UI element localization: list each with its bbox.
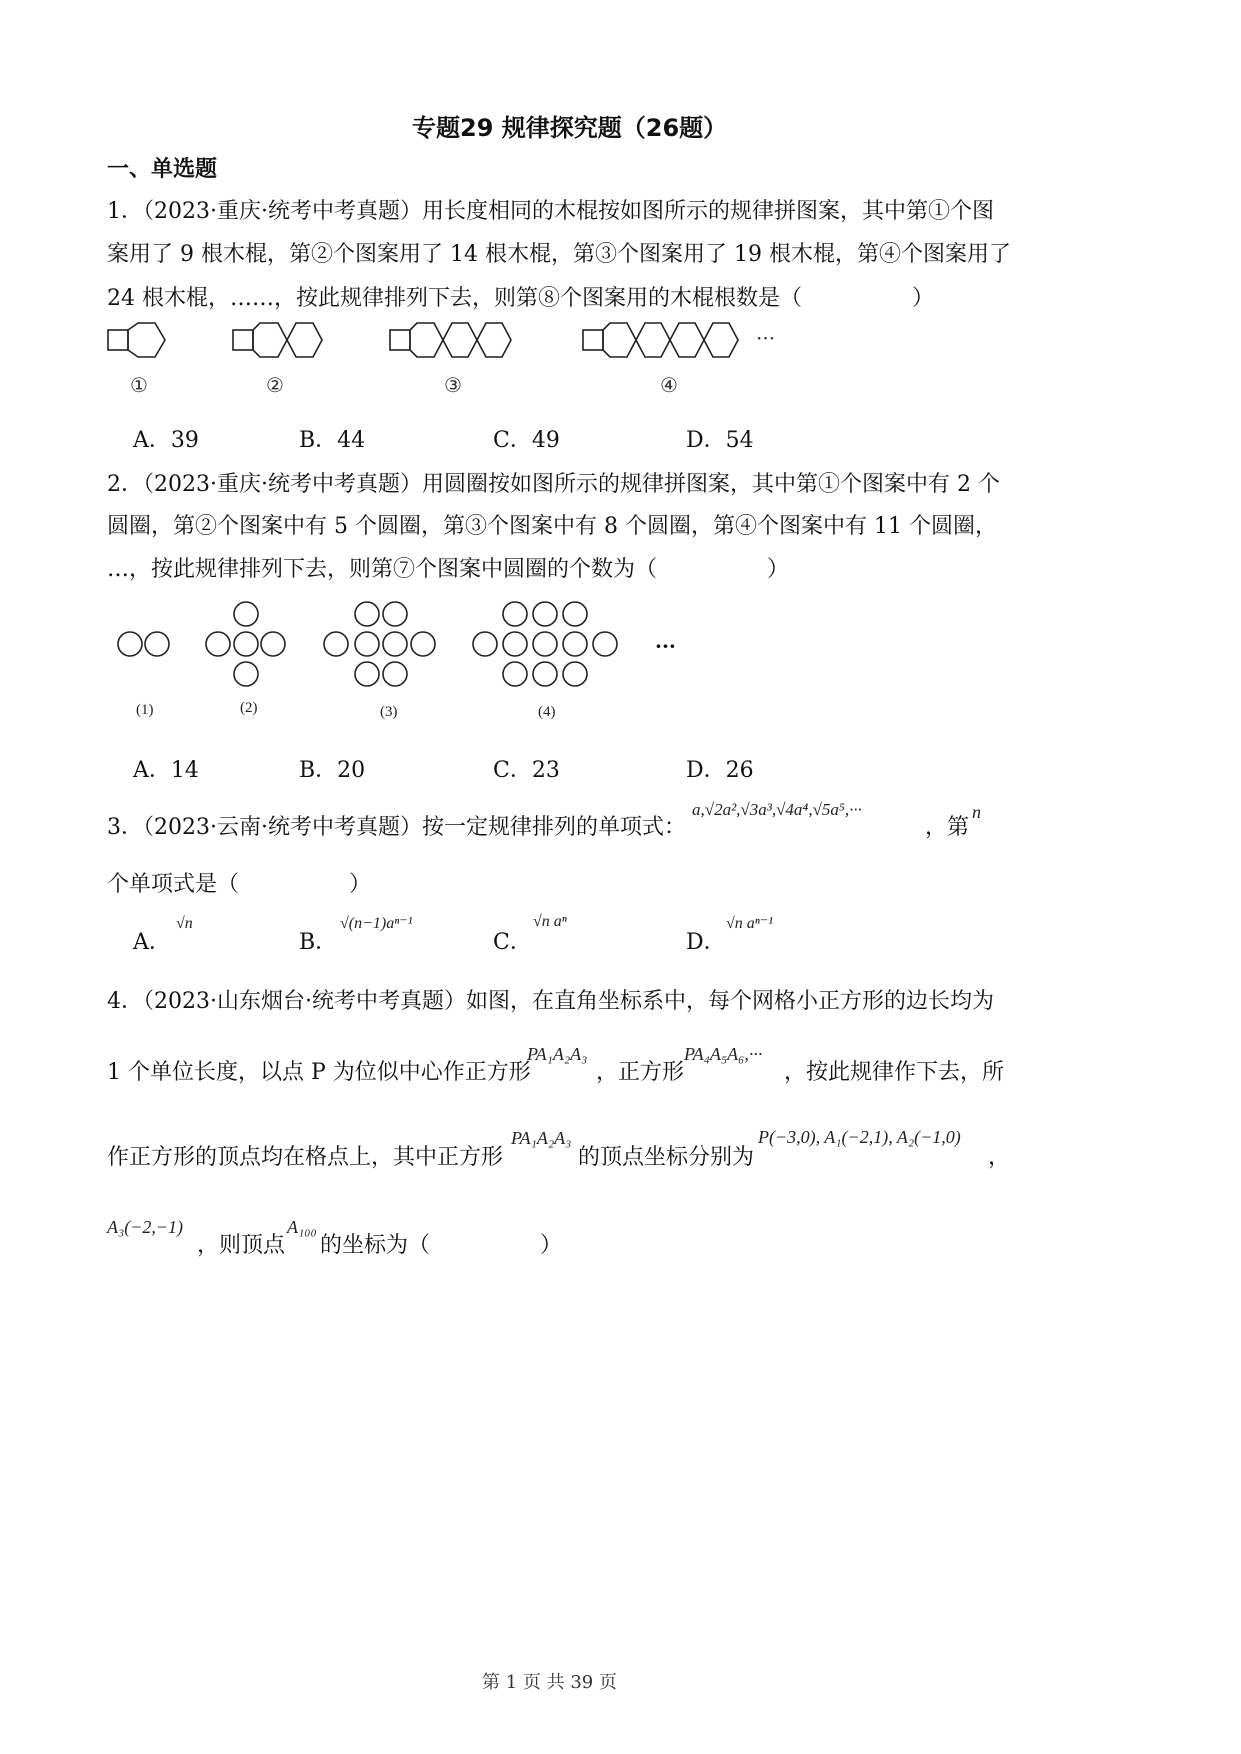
q3-option-d-letter[interactable]: D．: [686, 930, 726, 955]
q4-coordinates: P(−3,0), A₁(−2,1), A₂(−1,0): [758, 1127, 961, 1147]
q3-text-line1-end: ，第: [925, 815, 970, 840]
q4-text-line2b: ，正方形: [596, 1060, 685, 1085]
q2-text-line2: 圆圈，第②个图案中有 5 个圆圈，第③个图案中有 8 个圆圈，第④个图案中有 11 个圆圈，: [107, 514, 997, 539]
q1-ellipsis: ···: [756, 326, 776, 350]
q4-text-line3c: ，: [988, 1145, 1011, 1170]
q4-text-line3b: 的顶点坐标分别为: [578, 1145, 755, 1170]
q3-option-c-letter[interactable]: C．: [493, 930, 532, 955]
page-footer: 第 1 页 共 39 页: [482, 1672, 617, 1693]
q4-text-line4b: 的坐标为（ ）: [320, 1233, 563, 1258]
q2-option-a[interactable]: A．14: [133, 758, 199, 783]
q4-text-line2a: 1 个单位长度，以点 P 为位似中心作正方形: [107, 1060, 531, 1085]
q2-figure-3: [324, 602, 435, 686]
q3-option-a-letter[interactable]: A．: [133, 930, 171, 955]
q2-figure-1: [118, 632, 169, 656]
q4-text-line2c: ，按此规律作下去，所: [784, 1060, 1005, 1085]
q2-label-4: (4): [538, 704, 556, 720]
q4-text-line4a: ，则顶点: [197, 1233, 286, 1258]
q3-text-line2: 个单项式是（ ）: [107, 872, 372, 897]
q3-monomial-series: a,√2a²,√3a³,√4a⁴,√5a⁵,···: [692, 800, 862, 819]
q2-label-1: (1): [136, 702, 154, 718]
q2-figure-4: [473, 602, 617, 686]
q1-option-c[interactable]: C．49: [493, 428, 560, 453]
q4-vertex-a100: A₁₀₀: [287, 1217, 317, 1237]
q2-figure-2: [206, 602, 285, 686]
q3-option-a-expr[interactable]: √n: [176, 915, 193, 932]
q2-ellipsis: ···: [655, 634, 676, 658]
q2-circle-figures: [0, 0, 1241, 720]
q2-label-3: (3): [380, 704, 398, 720]
q2-option-c[interactable]: C．23: [493, 758, 560, 783]
q1-option-b[interactable]: B．44: [299, 428, 366, 453]
q4-text-line1: 4．（2023·山东烟台·统考中考真题）如图，在直角坐标系中，每个网格小正方形的边长均为: [107, 989, 994, 1014]
q3-option-d-expr[interactable]: √n aⁿ⁻¹: [726, 915, 774, 932]
q4-square-2: PA₄A₅A₆,···: [684, 1044, 763, 1064]
q2-label-2: (2): [240, 700, 258, 716]
q1-text-line1: 1．（2023·重庆·统考中考真题）用长度相同的木棍按如图所示的规律拼图案，其中第①个图: [107, 199, 994, 224]
q4-text-line3a: 作正方形的顶点均在格点上，其中正方形: [107, 1145, 504, 1170]
section-heading: 一、单选题: [107, 157, 218, 182]
q4-square-1: PA₁A₂A₃: [527, 1044, 588, 1064]
q3-text-line1: 3．（2023·云南·统考中考真题）按一定规律排列的单项式：: [107, 815, 686, 840]
q1-label-4: ④: [660, 373, 678, 397]
q4-square-1-ref: PA₁A₂A₃: [511, 1128, 572, 1148]
q3-option-c-expr[interactable]: √n aⁿ: [533, 913, 567, 930]
q2-option-d[interactable]: D．26: [686, 758, 754, 783]
q1-label-1: ①: [130, 373, 148, 397]
q4-vertex-a3: A₃(−2,−1): [107, 1217, 184, 1237]
q3-option-b-letter[interactable]: B．: [299, 930, 338, 955]
q1-option-a[interactable]: A．39: [133, 428, 199, 453]
q2-text-line3: …，按此规律排列下去，则第⑦个图案中圆圈的个数为（ ）: [107, 557, 790, 582]
q1-text-line3: 24 根木棍，……，按此规律排列下去，则第⑧个图案用的木棍根数是（ ）: [107, 286, 934, 311]
q3-option-b-expr[interactable]: √(n−1)aⁿ⁻¹: [340, 915, 413, 932]
q2-text-line1: 2．（2023·重庆·统考中考真题）用圆圈按如图所示的规律拼图案，其中第①个图案中有 2 个: [107, 472, 1000, 497]
document-title: 专题29 规律探究题（26题）: [412, 114, 728, 142]
q1-label-3: ③: [444, 373, 462, 397]
q1-option-d[interactable]: D．54: [686, 428, 754, 453]
q1-label-2: ②: [266, 373, 284, 397]
q2-option-b[interactable]: B．20: [299, 758, 366, 783]
q3-variable-n: n: [972, 802, 981, 822]
q1-text-line2: 案用了 9 根木棍，第②个图案用了 14 根木棍，第③个图案用了 19 根木棍，第④个图案用了: [107, 242, 1011, 267]
